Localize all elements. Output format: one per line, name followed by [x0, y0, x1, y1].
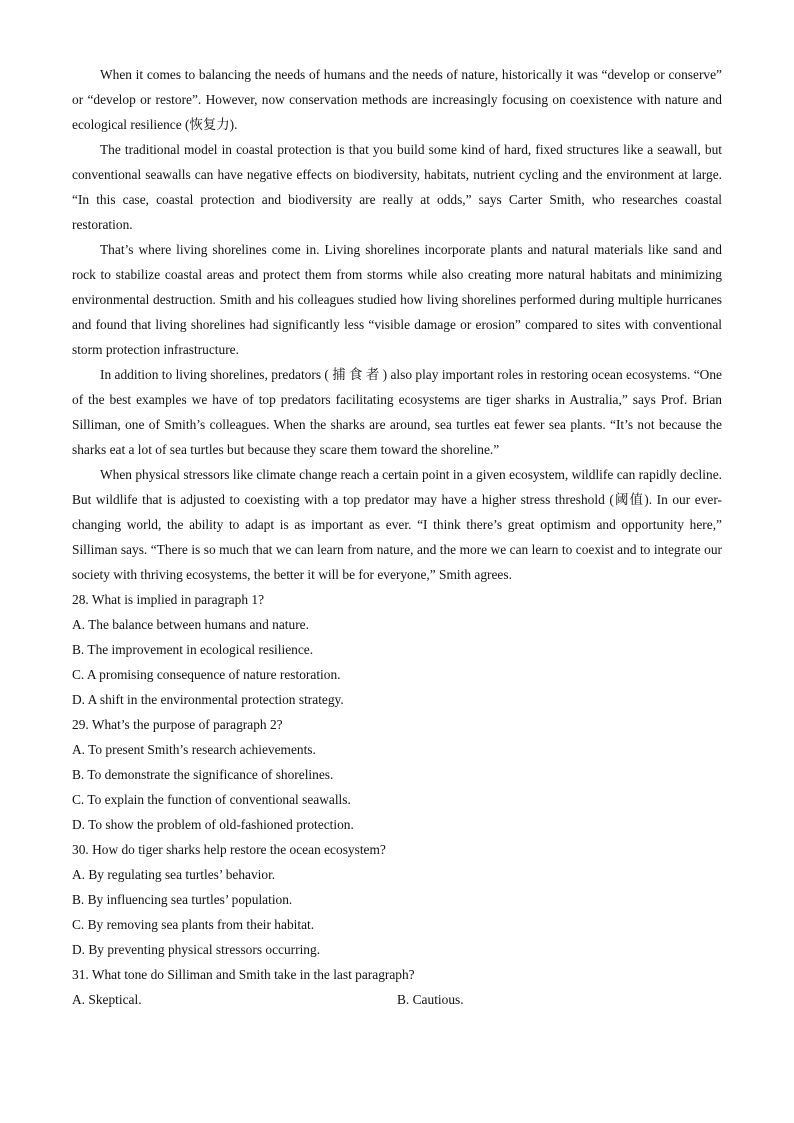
option-d: D. To show the problem of old-fashioned protection. — [72, 817, 354, 832]
passage-paragraph-2: The traditional model in coastal protection is that you build some kind of hard, fixed structures like a seawall, but conventional seawalls can have negative effects on biodiversity, habitats, nutrient cycling and the environment at large. “In this case, coastal protection and biodiversity are really at odds,” says Carter Smith, who researches coastal restoration. — [72, 142, 722, 232]
question-28 — [72, 587, 722, 712]
option-a: A. The balance between humans and nature. — [72, 617, 309, 632]
option-c: C. By removing sea plants from their habitat. — [72, 917, 315, 932]
passage-paragraph-5: When physical stressors like climate change reach a certain point in a given ecosystem, wildlife can rapidly decline. But wildlife that is adjusted to coexisting with a top predator may have a higher stress threshold (阈值). In our ever-changing world, the ability to adapt is as important as ever. “I think there’s great optimism and opportunity here,” Silliman says. “There is so much that we can learn from nature, and the more we can learn to coexist and to integrate our society with thriving ecosystems, the better it will be for everyone,” Smith agrees. — [72, 467, 722, 582]
question-stem: 30. How do tiger sharks help restore the ocean ecosystem? — [72, 842, 386, 857]
question-stem: 31. What tone do Silliman and Smith take in the last paragraph? — [72, 967, 415, 982]
document-content — [72, 62, 722, 1012]
question-30 — [72, 837, 722, 962]
option-a: A. To present Smith’s research achievements. — [72, 742, 316, 757]
option-b: B. Cautious. — [397, 992, 464, 1007]
passage-paragraph-1: When it comes to balancing the needs of humans and the needs of nature, historically it was “develop or conserve” or “develop or restore”. However, now conservation methods are increasingly focusing on coexistence with nature and ecological resilience (恢复力). — [72, 67, 722, 132]
option-c: C. A promising consequence of nature restoration. — [72, 667, 341, 682]
option-c: C. To explain the function of conventional seawalls. — [72, 792, 351, 807]
option-b: B. To demonstrate the significance of shorelines. — [72, 767, 334, 782]
passage-paragraph-4: In addition to living shorelines, predators ( 捕 食 者 ) also play important roles in restoring ocean ecosystems. “One of the best examples we have of top predators facilitating ecosystems are tiger sharks in Australia,” says Prof. Brian Silliman, one of Smith’s colleagues. When the sharks are around, sea turtles eat fewer sea plants. “It’s not because the sharks eat a lot of sea turtles but because they scare them toward the shoreline.” — [72, 367, 722, 457]
question-stem: 28. What is implied in paragraph 1? — [72, 592, 265, 607]
option-b: B. By influencing sea turtles’ population. — [72, 892, 293, 907]
option-d: D. A shift in the environmental protection strategy. — [72, 692, 344, 707]
option-row — [72, 987, 722, 1012]
option-b: B. The improvement in ecological resilience. — [72, 642, 314, 657]
question-stem: 29. What’s the purpose of paragraph 2? — [72, 717, 283, 732]
question-29 — [72, 712, 722, 837]
question-31 — [72, 962, 722, 1012]
option-d: D. By preventing physical stressors occurring. — [72, 942, 321, 957]
option-a: A. By regulating sea turtles’ behavior. — [72, 867, 276, 882]
passage-paragraph-3: That’s where living shorelines come in. Living shorelines incorporate plants and natural materials like sand and rock to stabilize coastal areas and protect them from storms while also creating more natural habitats and minimizing environmental destruction. Smith and his colleagues studied how living shorelines performed during multiple hurricanes and found that living shorelines had significantly less “visible damage or erosion” compared to sites with conventional storm protection infrastructure. — [72, 242, 722, 357]
option-a: A. Skeptical. — [72, 992, 142, 1007]
